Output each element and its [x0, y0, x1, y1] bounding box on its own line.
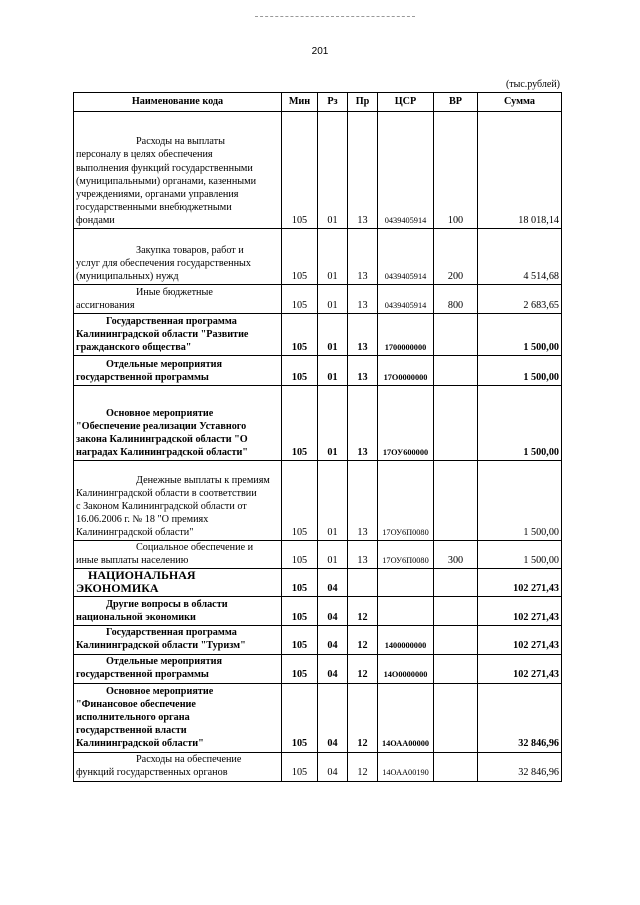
row-name-line: "Обеспечение реализации Уставного: [76, 420, 247, 432]
row-name-line: Калининградской области "Туризм": [76, 640, 246, 652]
row-name: [74, 683, 282, 752]
row-name-line: Отдельные мероприятия: [106, 358, 222, 370]
row-name-line: исполнительного органа: [76, 712, 190, 724]
table-row: [74, 386, 562, 461]
row-min: 105: [282, 314, 318, 356]
row-name-line: Государственная программа: [106, 315, 237, 327]
row-name-line: государственной власти: [76, 725, 187, 737]
table-row: [74, 597, 562, 626]
row-csr: 14О0000000: [378, 654, 434, 683]
row-min: 105: [282, 285, 318, 314]
row-name: [74, 461, 282, 541]
table-row: [74, 461, 562, 541]
row-name: [74, 356, 282, 386]
row-name-line: гражданского общества": [76, 341, 192, 353]
row-sum: 102 271,43: [478, 597, 562, 626]
row-min: 105: [282, 752, 318, 781]
row-name-line: Денежные выплаты к премиям: [136, 474, 270, 486]
row-pr: 12: [348, 683, 378, 752]
row-csr: 1700000000: [378, 314, 434, 356]
row-name: [74, 654, 282, 683]
row-rz: 01: [318, 386, 348, 461]
row-name-line: Закупка товаров, работ и: [136, 244, 244, 256]
row-pr: 13: [348, 314, 378, 356]
row-name-line: выполнения функций государственными: [76, 162, 253, 174]
row-vr: [434, 626, 478, 654]
row-pr: 13: [348, 356, 378, 386]
row-name: [74, 285, 282, 314]
row-sum: 102 271,43: [478, 626, 562, 654]
header-vr: ВР: [434, 93, 478, 112]
row-name-line: "Финансовое обеспечение: [76, 699, 196, 711]
row-name-line: Расходы на выплаты: [136, 136, 225, 148]
row-name-line: государственной программы: [76, 371, 209, 383]
header-min: Мин: [282, 93, 318, 112]
row-rz: 04: [318, 654, 348, 683]
row-rz: 04: [318, 683, 348, 752]
row-vr: [434, 314, 478, 356]
row-rz: 01: [318, 356, 348, 386]
row-name-line: Социальное обеспечение и: [136, 542, 254, 553]
row-csr: 17ОУ6П0080: [378, 461, 434, 541]
row-min: 105: [282, 356, 318, 386]
row-csr: 14ОАА00000: [378, 683, 434, 752]
row-name-line: НАЦИОНАЛЬНАЯ ЭКОНОМИКА: [76, 568, 196, 596]
row-csr: 0439405914: [378, 229, 434, 285]
row-sum: 2 683,65: [478, 285, 562, 314]
row-vr: 800: [434, 285, 478, 314]
page-number: 201: [311, 46, 329, 57]
row-name-line: Калининградской области "Развитие: [76, 328, 249, 340]
row-sum: 1 500,00: [478, 356, 562, 386]
row-vr: [434, 683, 478, 752]
row-min: 105: [282, 461, 318, 541]
row-name-line: (муниципальных) нужд: [76, 270, 179, 282]
row-sum: 1 500,00: [478, 461, 562, 541]
row-rz: 01: [318, 112, 348, 229]
table-row: [74, 314, 562, 356]
row-pr: 13: [348, 285, 378, 314]
row-vr: [434, 597, 478, 626]
row-name-line: фондами: [76, 214, 115, 226]
table-row: [74, 683, 562, 752]
row-sum: 18 018,14: [478, 112, 562, 229]
row-pr: 13: [348, 541, 378, 569]
row-vr: [434, 461, 478, 541]
row-name-line: национальной экономики: [76, 612, 196, 624]
row-vr: 300: [434, 541, 478, 569]
row-name: [74, 314, 282, 356]
header-name: Наименование кода: [74, 93, 282, 112]
row-pr: 12: [348, 654, 378, 683]
row-vr: 200: [434, 229, 478, 285]
row-name-line: персоналу в целях обеспечения: [76, 149, 213, 161]
row-pr: 12: [348, 597, 378, 626]
row-csr: 0439405914: [378, 112, 434, 229]
table-body: [74, 112, 562, 782]
row-name: [74, 569, 282, 597]
row-sum: 102 271,43: [478, 654, 562, 683]
row-rz: 01: [318, 314, 348, 356]
row-name-line: Основное мероприятие: [106, 407, 214, 419]
row-sum: 32 846,96: [478, 752, 562, 781]
row-min: 105: [282, 386, 318, 461]
table-row: [74, 626, 562, 654]
row-pr: 12: [348, 752, 378, 781]
row-rz: 04: [318, 752, 348, 781]
header-rz: Рз: [318, 93, 348, 112]
row-rz: 01: [318, 229, 348, 285]
scan-top-edge: [255, 16, 415, 17]
row-name-line: услуг для обеспечения государственных: [76, 257, 251, 269]
row-pr: 12: [348, 626, 378, 654]
row-name-line: государственными внебюджетными: [76, 201, 232, 213]
row-vr: [434, 386, 478, 461]
row-rz: 01: [318, 461, 348, 541]
table-row: [74, 229, 562, 285]
row-rz: 04: [318, 569, 348, 597]
row-rz: 01: [318, 541, 348, 569]
row-min: 105: [282, 683, 318, 752]
row-name-line: функций государственных органов: [76, 767, 228, 779]
row-name-line: Калининградской области": [76, 738, 204, 750]
row-csr: 0439405914: [378, 285, 434, 314]
header-sum: Сумма: [478, 93, 562, 112]
header-pr: Пр: [348, 93, 378, 112]
row-name-line: 16.06.2006 г. № 18 "О премиях: [76, 513, 209, 525]
row-name-line: государственной программы: [76, 669, 209, 681]
row-pr: [348, 569, 378, 597]
units-label: (тыс.рублей): [505, 79, 560, 90]
row-rz: 01: [318, 285, 348, 314]
table-row: [74, 569, 562, 597]
table-row: [74, 654, 562, 683]
row-name: [74, 752, 282, 781]
row-csr: 1400000000: [378, 626, 434, 654]
row-name: [74, 597, 282, 626]
row-vr: 100: [434, 112, 478, 229]
table-row: [74, 752, 562, 781]
row-pr: 13: [348, 229, 378, 285]
row-name: [74, 229, 282, 285]
row-vr: [434, 569, 478, 597]
row-name-line: Государственная программа: [106, 627, 237, 639]
row-min: 105: [282, 597, 318, 626]
row-name-line: Калининградской области": [76, 526, 194, 538]
row-sum: 102 271,43: [478, 569, 562, 597]
row-min: 105: [282, 112, 318, 229]
row-pr: 13: [348, 461, 378, 541]
row-name-line: с Законом Калининградской области от: [76, 500, 247, 512]
row-min: 105: [282, 541, 318, 569]
table-header-row: [74, 93, 562, 112]
row-min: 105: [282, 229, 318, 285]
row-pr: 13: [348, 386, 378, 461]
row-csr: 17О0000000: [378, 356, 434, 386]
row-name: [74, 541, 282, 569]
row-sum: 1 500,00: [478, 386, 562, 461]
row-name: [74, 626, 282, 654]
row-name-line: Основное мероприятие: [106, 686, 214, 698]
row-csr: [378, 597, 434, 626]
row-csr: 17ОУ600000: [378, 386, 434, 461]
row-name-line: Другие вопросы в области: [106, 599, 228, 611]
row-pr: 13: [348, 112, 378, 229]
row-min: 105: [282, 569, 318, 597]
row-name-line: учреждениями, органами управления: [76, 188, 239, 200]
row-csr: 14ОАА00190: [378, 752, 434, 781]
row-name-line: Отдельные мероприятия: [106, 656, 222, 668]
row-rz: 04: [318, 597, 348, 626]
row-name: [74, 386, 282, 461]
row-min: 105: [282, 626, 318, 654]
row-sum: 1 500,00: [478, 314, 562, 356]
table-row: [74, 112, 562, 229]
row-min: 105: [282, 654, 318, 683]
row-vr: [434, 356, 478, 386]
row-sum: 1 500,00: [478, 541, 562, 569]
row-vr: [434, 654, 478, 683]
row-name: [74, 112, 282, 229]
row-name-line: (муниципальными) органами, казенными: [76, 175, 257, 187]
row-rz: 04: [318, 626, 348, 654]
row-vr: [434, 752, 478, 781]
row-name-line: иные выплаты населению: [76, 555, 189, 567]
row-name-line: Иные бюджетные: [136, 286, 213, 298]
row-name-line: Расходы на обеспечение: [136, 754, 242, 766]
row-sum: 4 514,68: [478, 229, 562, 285]
table-row: [74, 285, 562, 314]
row-csr: [378, 569, 434, 597]
row-name-line: ассигнования: [76, 299, 135, 311]
row-name-line: Калининградской области в соответствии: [76, 487, 257, 499]
header-csr: ЦСР: [378, 93, 434, 112]
table-row: [74, 356, 562, 386]
row-csr: 17ОУ6П0080: [378, 541, 434, 569]
row-name-line: закона Калининградской области "О: [76, 433, 248, 445]
row-sum: 32 846,96: [478, 683, 562, 752]
table-row: [74, 541, 562, 569]
budget-table: [73, 92, 562, 782]
row-name-line: наградах Калининградской области": [76, 446, 248, 458]
